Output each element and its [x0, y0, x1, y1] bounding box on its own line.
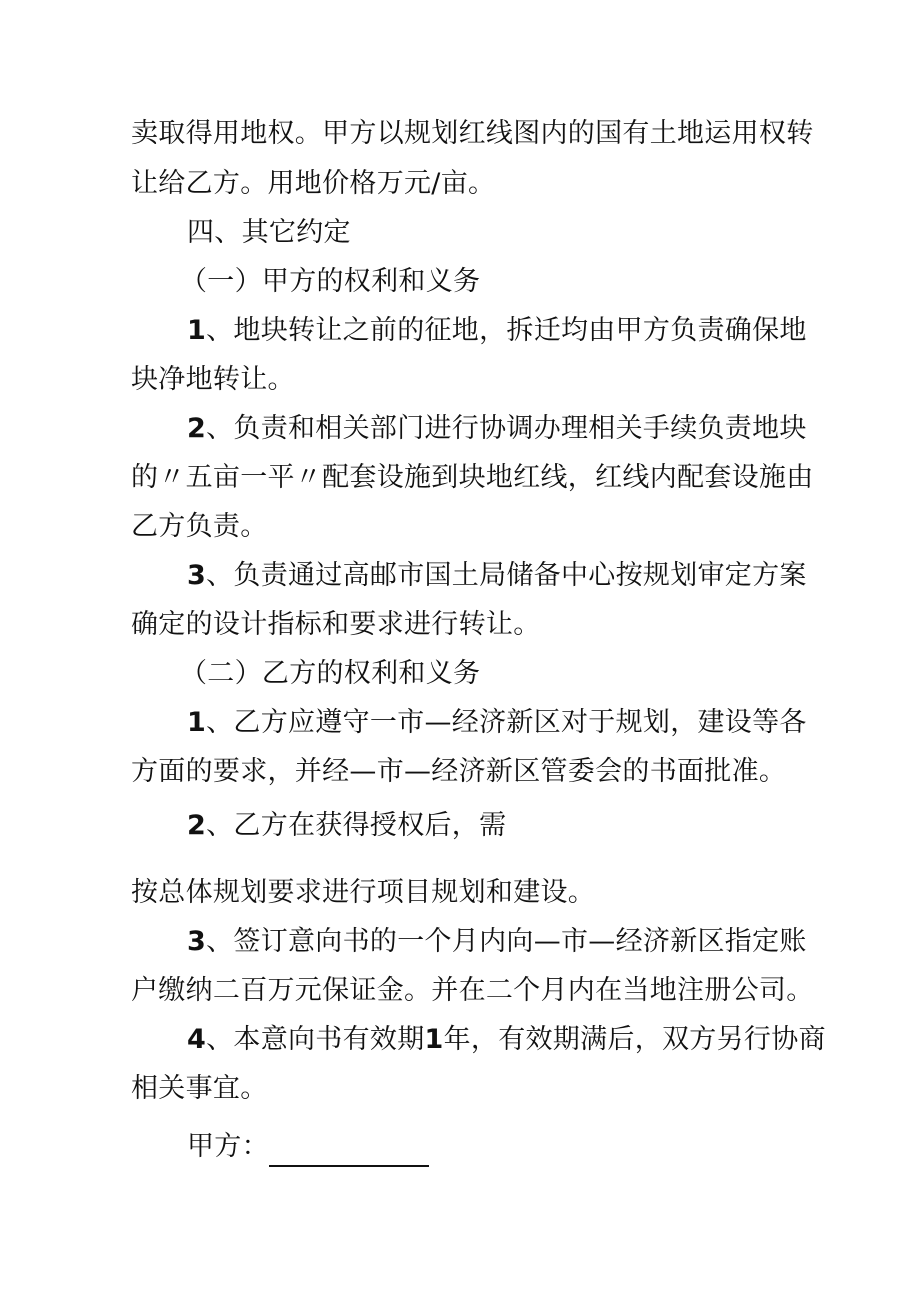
paragraph-line: 卖取得用地权。甲方以规划红线图内的国有土地运用权转: [131, 118, 814, 149]
paragraph-line: 块净地转让。: [131, 364, 295, 395]
clause-line: 4、本意向书有效期1年，有效期满后，双方另行协商: [187, 1024, 826, 1055]
clause-line: 1、乙方应遵守一市—经济新区对于规划，建设等各: [187, 707, 807, 738]
clause-line: 1、地块转让之前的征地，拆迁均由甲方负责确保地: [187, 315, 807, 346]
paragraph-line: 确定的设计指标和要求进行转让。: [131, 609, 541, 640]
clause-line: 2、负责和相关部门进行协调办理相关手续负责地块: [187, 413, 807, 444]
paragraph-line: 让给乙方。用地价格万元/亩。: [131, 168, 496, 199]
paragraph-line: 按总体规划要求进行项目规划和建设。: [131, 877, 596, 908]
subsection-heading: （二）乙方的权利和义务: [180, 658, 481, 689]
paragraph-line: 的〃五亩一平〃配套设施到块地红线，红线内配套设施由: [131, 462, 814, 493]
subsection-heading: （一）甲方的权利和义务: [180, 266, 481, 297]
section-heading: 四、其它约定: [187, 217, 351, 248]
paragraph-line: 乙方负责。: [131, 511, 268, 542]
signature-blank: [269, 1135, 429, 1167]
signature-line-party-a: 甲方：: [187, 1127, 429, 1167]
paragraph-line: 方面的要求，并经—市—经济新区管委会的书面批准。: [131, 756, 787, 787]
clause-line: 3、签订意向书的一个月内向—市—经济新区指定账: [187, 926, 807, 957]
clause-line: 2、乙方在获得授权后，需: [187, 810, 507, 841]
paragraph-line: 户缴纳二百万元保证金。并在二个月内在当地注册公司。: [131, 975, 814, 1006]
paragraph-line: 相关事宜。: [131, 1073, 268, 1104]
clause-line: 3、负责通过高邮市国土局储备中心按规划审定方案: [187, 560, 807, 591]
